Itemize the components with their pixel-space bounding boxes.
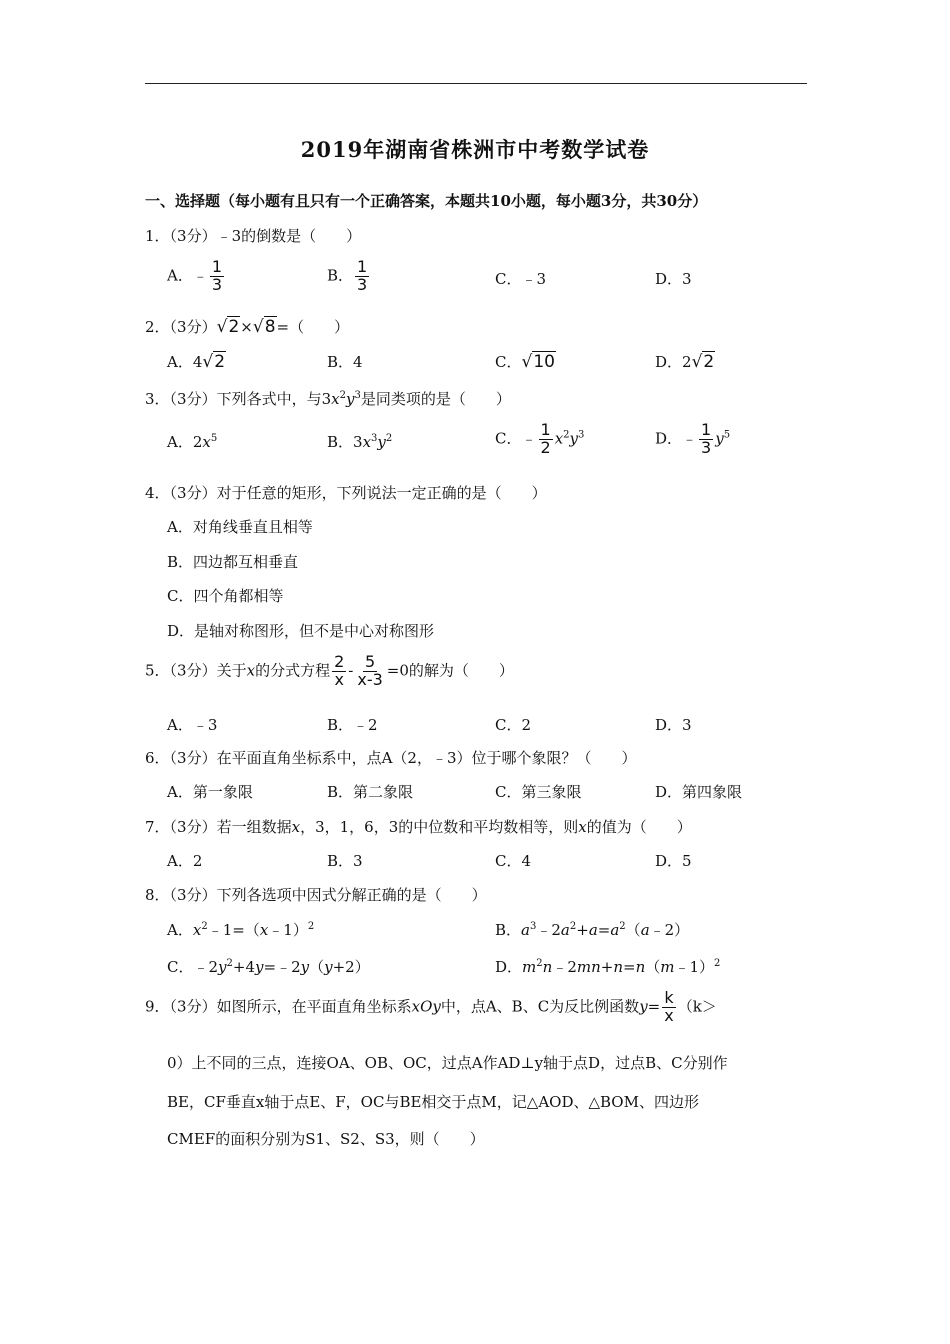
q2-option-a[interactable]: A．4√2 bbox=[167, 352, 226, 372]
question-3: 3．（3分）下列各式中，与$3x^2y^3$是同类项的是（ ） bbox=[145, 390, 511, 408]
q3-option-b[interactable]: B．$3x^3y^2$ bbox=[327, 433, 393, 451]
q8-option-a[interactable]: A．$x^2﹣1=(x﹣1)^2$ bbox=[167, 921, 315, 939]
q7-option-d[interactable]: D．5 bbox=[655, 852, 692, 870]
q8-option-d[interactable]: D．$m^2n﹣2mn+n=n(m﹣1)^2$ bbox=[495, 958, 721, 976]
q8-option-c[interactable]: C．$﹣2y^2+4y=﹣2y(y+2)$ bbox=[167, 958, 370, 976]
question-1: 1．（3分）﹣3的倒数是（ ） bbox=[145, 227, 362, 245]
q4-option-d[interactable]: D．是轴对称图形，但不是中心对称图形 bbox=[167, 622, 435, 640]
page-title: 2019年湖南省株洲市中考数学试卷 bbox=[300, 137, 650, 162]
fraction: $\frac{1}{3}$ bbox=[357, 257, 368, 294]
q7-option-b[interactable]: B．3 bbox=[327, 852, 363, 870]
question-4: 4．（3分）对于任意的矩形，下列说法一定正确的是（ ） bbox=[145, 484, 547, 502]
q7-option-a[interactable]: A．2 bbox=[167, 852, 203, 870]
q3-option-a[interactable]: A．$2x^5$ bbox=[167, 433, 218, 451]
sqrt-expr: √2 bbox=[216, 317, 240, 337]
q9-line-2: 0）上不同的三点，连接OA、OB、OC，过点A作AD⊥y轴于点D，过点B、C分别作 bbox=[167, 1054, 728, 1072]
q4-option-b[interactable]: B．四边都互相垂直 bbox=[167, 553, 299, 571]
q8-option-b[interactable]: B．$a^3﹣2a^2+a=a^2(a﹣2)$ bbox=[495, 921, 690, 939]
question-7: 7．（3分）若一组数据x，3，1，6，3的中位数和平均数相等，则x的值为（ ） bbox=[145, 818, 692, 836]
fraction: $\frac{1}{3}$ bbox=[211, 257, 223, 294]
q7-option-c[interactable]: C．4 bbox=[495, 852, 532, 870]
q1-option-b[interactable]: B． $\frac{1}{3}$ bbox=[327, 257, 368, 294]
sqrt-expr: √8 bbox=[252, 317, 276, 337]
q2-option-d[interactable]: D．2√2 bbox=[655, 352, 715, 372]
q6-option-d[interactable]: D．第四象限 bbox=[655, 783, 743, 801]
section-heading: 一、选择题（每小题有且只有一个正确答案，本题共10小题，每小题3分，共30分） bbox=[145, 192, 708, 210]
question-6: 6．（3分）在平面直角坐标系中，点A（2，﹣3）位于哪个象限？（ ） bbox=[145, 749, 637, 767]
question-2: 2．（3分）√2×√8=（ ） bbox=[145, 317, 350, 337]
q2-option-c[interactable]: C．√10 bbox=[495, 352, 555, 372]
q1-option-d[interactable]: D．3 bbox=[655, 270, 692, 288]
q6-option-c[interactable]: C．第三象限 bbox=[495, 783, 582, 801]
q9-line-4: CMEF的面积分别为S1、S2、S3，则（ ） bbox=[167, 1130, 485, 1148]
q9-line-3: BE，CF垂直x轴于点E、F，OC与BE相交于点M，记△AOD、△BOM、四边形 bbox=[167, 1093, 699, 1111]
q3-option-c[interactable]: C．﹣ $\frac{1}{2}$ $x^2y^3$ bbox=[495, 420, 585, 457]
question-9: 9．（3分）如图所示，在平面直角坐标系xOy中，点A、B、C为反比例函数y= $\frac{k}{x}$ （k＞ bbox=[145, 988, 717, 1025]
q4-option-a[interactable]: A．对角线垂直且相等 bbox=[167, 518, 313, 536]
q6-option-b[interactable]: B．第二象限 bbox=[327, 783, 414, 801]
q5-option-b[interactable]: B．﹣2 bbox=[327, 716, 378, 734]
q5-option-a[interactable]: A．﹣3 bbox=[167, 716, 218, 734]
q4-option-c[interactable]: C．四个角都相等 bbox=[167, 587, 284, 605]
question-5: 5．（3分）关于x的分式方程 $\frac{2}{x}$ - $\frac{5}{x-3}$ =0的解为（ ） bbox=[145, 652, 514, 689]
q1-option-a[interactable]: A．﹣ $\frac{1}{3}$ bbox=[167, 257, 223, 294]
q5-option-d[interactable]: D．3 bbox=[655, 716, 692, 734]
q6-option-a[interactable]: A．第一象限 bbox=[167, 783, 253, 801]
q1-option-c[interactable]: C．﹣3 bbox=[495, 270, 547, 288]
q3-option-d[interactable]: D．﹣ $\frac{1}{3}$ $y^5$ bbox=[655, 420, 731, 457]
q2-option-b[interactable]: B．4 bbox=[327, 353, 363, 371]
q5-option-c[interactable]: C．2 bbox=[495, 716, 532, 734]
question-8: 8．（3分）下列各选项中因式分解正确的是（ ） bbox=[145, 886, 487, 904]
header-rule bbox=[145, 83, 807, 84]
